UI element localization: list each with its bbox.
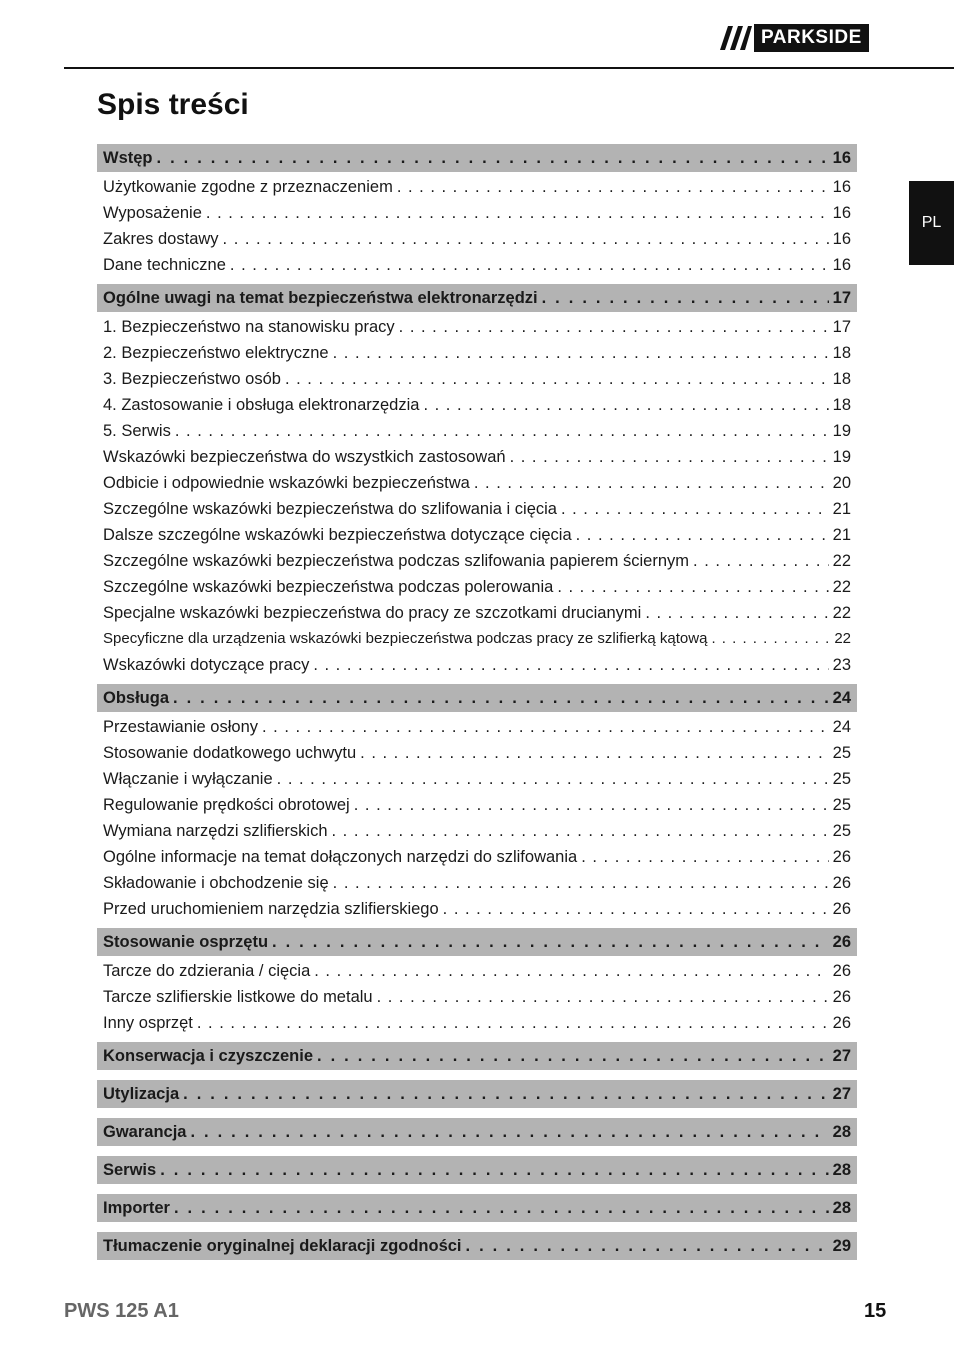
toc-page-number: 22 bbox=[832, 604, 851, 622]
toc-page-number: 29 bbox=[832, 1237, 851, 1255]
toc-label: Konserwacja i czyszczenie bbox=[103, 1047, 314, 1065]
toc-label: Wskazówki bezpieczeństwa do wszystkich zastosowań bbox=[103, 448, 506, 466]
toc-label: Składowanie i obchodzenie się bbox=[103, 874, 329, 892]
toc-leader bbox=[557, 574, 828, 600]
toc-leader bbox=[197, 1010, 829, 1036]
toc-leader bbox=[223, 226, 829, 252]
toc-section[interactable] bbox=[97, 1118, 857, 1146]
toc-label: Ogólne uwagi na temat bezpieczeństwa elektronarzędzi bbox=[103, 289, 538, 307]
toc-page-number: 24 bbox=[832, 689, 851, 707]
toc-entry[interactable] bbox=[97, 626, 857, 652]
toc-page-number: 19 bbox=[832, 448, 851, 466]
footer-page-number: 15 bbox=[864, 1300, 887, 1322]
toc-label: Wymiana narzędzi szlifierskich bbox=[103, 822, 328, 840]
toc-entry[interactable] bbox=[97, 252, 857, 278]
toc-page-number: 28 bbox=[832, 1123, 851, 1141]
toc-leader bbox=[423, 392, 828, 418]
toc-leader bbox=[230, 252, 829, 278]
toc-page-number: 25 bbox=[832, 822, 851, 840]
toc-label: Tarcze do zdzierania / cięcia bbox=[103, 962, 311, 980]
toc-entry[interactable] bbox=[97, 392, 857, 418]
toc-label: Importer bbox=[103, 1199, 170, 1217]
toc-label: Tłumaczenie oryginalnej deklaracji zgodności bbox=[103, 1237, 462, 1255]
toc-label: 4. Zastosowanie i obsługa elektronarzędzia bbox=[103, 396, 420, 414]
toc-entry[interactable] bbox=[97, 870, 857, 896]
toc-leader bbox=[693, 548, 829, 574]
logo-wordmark: PARKSIDE bbox=[754, 24, 869, 52]
toc-section[interactable] bbox=[97, 284, 857, 312]
toc-page-number: 26 bbox=[832, 900, 851, 918]
toc-page-number: 26 bbox=[832, 962, 851, 980]
toc-page-number: 22 bbox=[834, 630, 851, 647]
page-title: Spis treści bbox=[97, 88, 249, 121]
toc-label: Użytkowanie zgodne z przeznaczeniem bbox=[103, 178, 393, 196]
toc-leader bbox=[399, 314, 829, 340]
toc-label: Wyposażenie bbox=[103, 204, 202, 222]
toc-page-number: 26 bbox=[832, 933, 851, 951]
toc-label: Specyficzne dla urządzenia wskazówki bezpieczeństwa podczas pracy ze szlifierką kątową bbox=[103, 630, 708, 647]
toc-leader bbox=[160, 1156, 828, 1184]
toc-label: 5. Serwis bbox=[103, 422, 171, 440]
toc-label: Dalsze szczególne wskazówki bezpieczeństwa dotyczące cięcia bbox=[103, 526, 572, 544]
toc-section[interactable] bbox=[97, 144, 857, 172]
toc-entry[interactable] bbox=[97, 574, 857, 600]
toc-entry[interactable] bbox=[97, 896, 857, 922]
toc-leader bbox=[157, 144, 829, 172]
toc-page-number: 28 bbox=[832, 1161, 851, 1179]
toc-entry[interactable] bbox=[97, 652, 857, 678]
toc-leader bbox=[190, 1118, 828, 1146]
toc-entry[interactable] bbox=[97, 444, 857, 470]
toc-entry[interactable] bbox=[97, 418, 857, 444]
toc-leader bbox=[443, 896, 829, 922]
toc-leader bbox=[474, 470, 829, 496]
toc-page-number: 17 bbox=[832, 289, 851, 307]
toc-entry[interactable] bbox=[97, 958, 857, 984]
toc-leader bbox=[542, 284, 829, 312]
language-tab: PL bbox=[909, 181, 954, 265]
toc-page-number: 26 bbox=[832, 1014, 851, 1032]
header-rule bbox=[64, 67, 954, 69]
toc-label: Szczególne wskazówki bezpieczeństwa do szlifowania i cięcia bbox=[103, 500, 557, 518]
toc-label: Szczególne wskazówki bezpieczeństwa podczas polerowania bbox=[103, 578, 554, 596]
toc-entry[interactable] bbox=[97, 740, 857, 766]
toc-entry[interactable] bbox=[97, 314, 857, 340]
toc-leader bbox=[510, 444, 829, 470]
logo-slashes-icon bbox=[716, 24, 752, 52]
toc-leader bbox=[576, 522, 829, 548]
toc-page-number: 27 bbox=[832, 1085, 851, 1103]
toc-entry[interactable] bbox=[97, 200, 857, 226]
toc-entry[interactable] bbox=[97, 766, 857, 792]
toc-leader bbox=[711, 626, 830, 652]
toc-page-number: 26 bbox=[832, 848, 851, 866]
toc-page-number: 23 bbox=[832, 656, 851, 674]
toc-entry[interactable] bbox=[97, 470, 857, 496]
toc-label: Stosowanie dodatkowego uchwytu bbox=[103, 744, 357, 762]
toc-entry[interactable] bbox=[97, 522, 857, 548]
toc-label: Wstęp bbox=[103, 149, 153, 167]
toc-entry[interactable] bbox=[97, 548, 857, 574]
toc-page-number: 24 bbox=[832, 718, 851, 736]
toc-leader bbox=[174, 1194, 829, 1222]
toc-section[interactable] bbox=[97, 684, 857, 712]
toc-page-number: 26 bbox=[832, 874, 851, 892]
toc-leader bbox=[206, 200, 829, 226]
toc-entry[interactable] bbox=[97, 792, 857, 818]
toc-label: Przed uruchomieniem narzędzia szlifierskiego bbox=[103, 900, 439, 918]
parkside-logo bbox=[716, 24, 890, 52]
toc-section[interactable] bbox=[97, 1156, 857, 1184]
toc-leader bbox=[317, 1042, 829, 1070]
toc-page-number: 25 bbox=[832, 744, 851, 762]
toc-section[interactable] bbox=[97, 1194, 857, 1222]
toc-page-number: 18 bbox=[832, 344, 851, 362]
toc-page-number: 22 bbox=[832, 552, 851, 570]
toc-leader bbox=[313, 652, 828, 678]
toc-label: Regulowanie prędkości obrotowej bbox=[103, 796, 350, 814]
toc-section[interactable] bbox=[97, 1080, 857, 1108]
toc-page-number: 26 bbox=[832, 988, 851, 1006]
toc-entry[interactable] bbox=[97, 1010, 857, 1036]
toc-entry[interactable] bbox=[97, 984, 857, 1010]
toc-label: Gwarancja bbox=[103, 1123, 187, 1141]
toc-entry[interactable] bbox=[97, 714, 857, 740]
toc-label: Utylizacja bbox=[103, 1085, 180, 1103]
toc-leader bbox=[175, 418, 829, 444]
toc-entry[interactable] bbox=[97, 844, 857, 870]
toc-label: Odbicie i odpowiednie wskazówki bezpieczeństwa bbox=[103, 474, 470, 492]
toc-label: Wskazówki dotyczące pracy bbox=[103, 656, 310, 674]
toc-page-number: 16 bbox=[832, 178, 851, 196]
toc-leader bbox=[333, 870, 829, 896]
toc-label: Obsługa bbox=[103, 689, 170, 707]
toc-leader bbox=[354, 792, 829, 818]
toc-label: 1. Bezpieczeństwo na stanowisku pracy bbox=[103, 318, 395, 336]
toc-leader bbox=[332, 818, 829, 844]
toc-leader bbox=[360, 740, 828, 766]
toc-entry[interactable] bbox=[97, 226, 857, 252]
toc-page-number: 16 bbox=[832, 149, 851, 167]
toc-entry[interactable] bbox=[97, 600, 857, 626]
toc-page-number: 18 bbox=[832, 396, 851, 414]
toc-leader bbox=[645, 600, 828, 626]
toc-leader bbox=[397, 174, 829, 200]
toc-section[interactable] bbox=[97, 928, 857, 956]
toc-label: Przestawianie osłony bbox=[103, 718, 258, 736]
toc-label: Serwis bbox=[103, 1161, 157, 1179]
toc-label: Włączanie i wyłączanie bbox=[103, 770, 273, 788]
toc-leader bbox=[333, 340, 829, 366]
toc-page-number: 27 bbox=[832, 1047, 851, 1065]
toc-page-number: 16 bbox=[832, 230, 851, 248]
toc-page-number: 25 bbox=[832, 770, 851, 788]
toc-leader bbox=[377, 984, 829, 1010]
toc-leader bbox=[173, 684, 829, 712]
toc-label: Szczególne wskazówki bezpieczeństwa podczas szlifowania papierem ściernym bbox=[103, 552, 690, 570]
toc-page-number: 25 bbox=[832, 796, 851, 814]
toc-label: 3. Bezpieczeństwo osób bbox=[103, 370, 281, 388]
toc-leader bbox=[285, 366, 829, 392]
toc-leader bbox=[581, 844, 828, 870]
toc-label: 2. Bezpieczeństwo elektryczne bbox=[103, 344, 329, 362]
toc-leader bbox=[183, 1080, 829, 1108]
toc-label: Specjalne wskazówki bezpieczeństwa do pracy ze szczotkami drucianymi bbox=[103, 604, 642, 622]
toc-entry[interactable] bbox=[97, 496, 857, 522]
toc-entry[interactable] bbox=[97, 340, 857, 366]
toc-page-number: 22 bbox=[832, 578, 851, 596]
toc-label: Tarcze szlifierskie listkowe do metalu bbox=[103, 988, 373, 1006]
toc-entry[interactable] bbox=[97, 818, 857, 844]
toc-page-number: 16 bbox=[832, 256, 851, 274]
toc-leader bbox=[272, 928, 829, 956]
toc-label: Zakres dostawy bbox=[103, 230, 219, 248]
toc-label: Dane techniczne bbox=[103, 256, 226, 274]
toc-page-number: 21 bbox=[832, 500, 851, 518]
toc-leader bbox=[262, 714, 829, 740]
footer-model: PWS 125 A1 bbox=[64, 1300, 179, 1322]
toc-page-number: 19 bbox=[832, 422, 851, 440]
toc-page-number: 28 bbox=[832, 1199, 851, 1217]
toc-label: Ogólne informacje na temat dołączonych narzędzi do szlifowania bbox=[103, 848, 578, 866]
toc-page-number: 16 bbox=[832, 204, 851, 222]
table-of-contents bbox=[97, 144, 857, 1262]
toc-leader bbox=[314, 958, 828, 984]
toc-page-number: 17 bbox=[832, 318, 851, 336]
toc-page-number: 20 bbox=[832, 474, 851, 492]
toc-section[interactable] bbox=[97, 1232, 857, 1260]
toc-page-number: 18 bbox=[832, 370, 851, 388]
toc-entry[interactable] bbox=[97, 366, 857, 392]
toc-leader bbox=[277, 766, 829, 792]
toc-leader bbox=[466, 1232, 829, 1260]
toc-label: Stosowanie osprzętu bbox=[103, 933, 269, 951]
toc-label: Inny osprzęt bbox=[103, 1014, 193, 1032]
toc-entry[interactable] bbox=[97, 174, 857, 200]
toc-page-number: 21 bbox=[832, 526, 851, 544]
toc-section[interactable] bbox=[97, 1042, 857, 1070]
toc-leader bbox=[561, 496, 829, 522]
